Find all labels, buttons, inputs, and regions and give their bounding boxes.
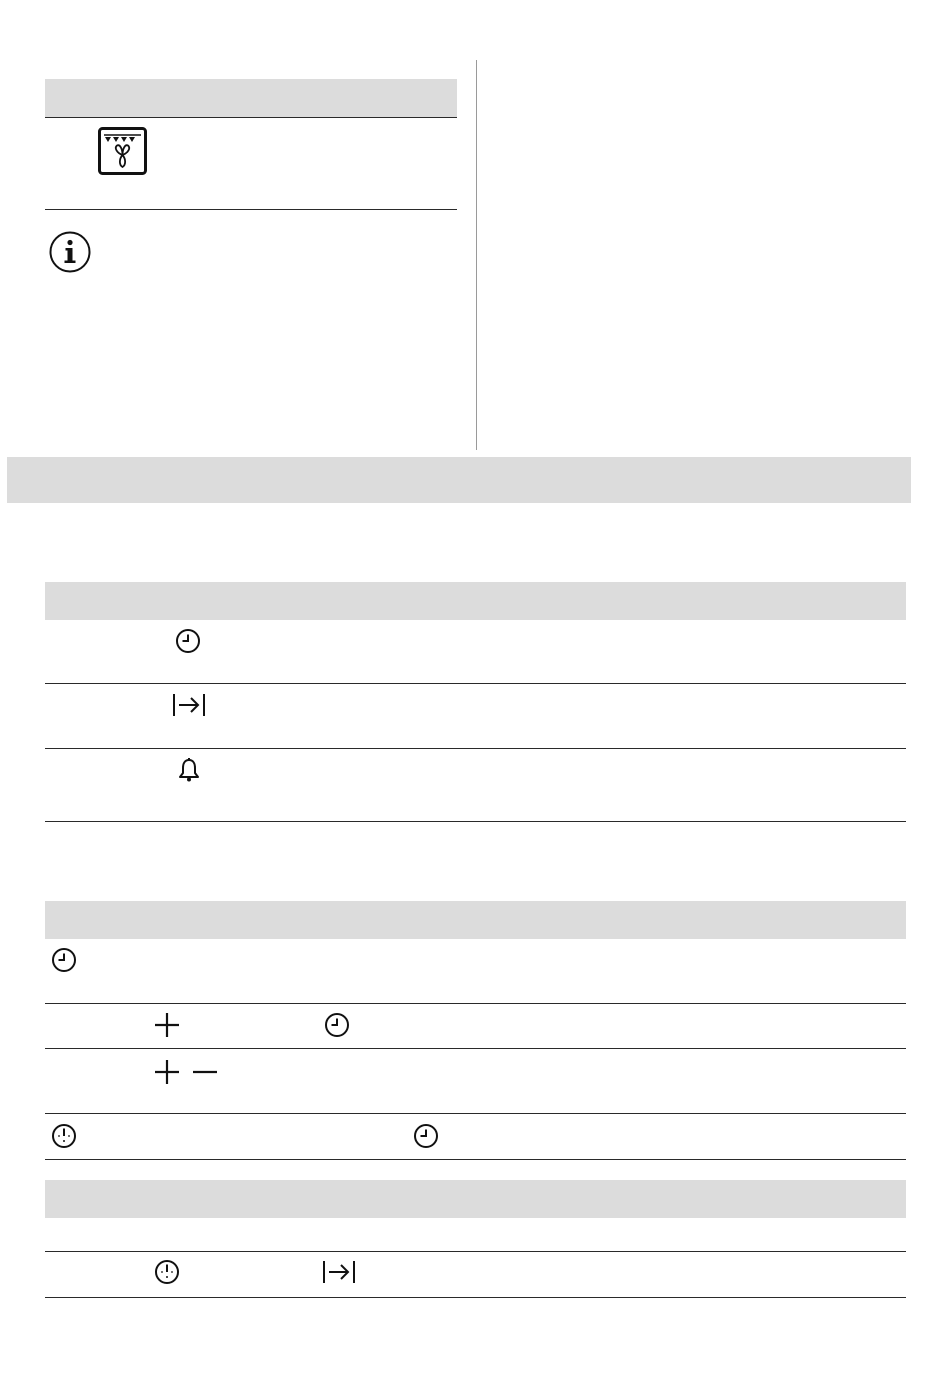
end-time-arrow-icon xyxy=(172,693,206,717)
end-time-arrow-icon xyxy=(322,1260,356,1284)
table-3-header xyxy=(45,1180,906,1218)
table-2-rule-3 xyxy=(45,1113,906,1114)
table-1-bottom-rule xyxy=(45,821,906,822)
clock-icon xyxy=(51,947,77,973)
info-icon xyxy=(49,231,91,273)
table-1-rule-1 xyxy=(45,683,906,684)
table-2-header xyxy=(45,901,906,939)
plus-icon xyxy=(153,1011,181,1039)
table-2-rule-2 xyxy=(45,1048,906,1049)
table-3-bottom-rule xyxy=(45,1297,906,1298)
plus-icon xyxy=(153,1058,181,1086)
clock-icon xyxy=(413,1123,439,1149)
table-1-header xyxy=(45,582,906,620)
top-left-table-header-rule xyxy=(45,117,457,118)
top-left-table-row-rule xyxy=(45,209,457,210)
table-3-rule-1 xyxy=(45,1251,906,1252)
table-1-rule-2 xyxy=(45,748,906,749)
bell-icon xyxy=(178,757,200,783)
section-title-band xyxy=(7,457,911,503)
clock-icon xyxy=(324,1012,350,1038)
column-divider xyxy=(476,60,477,450)
table-2-rule-1 xyxy=(45,1003,906,1004)
oven-fan-grill-icon xyxy=(98,127,148,175)
top-left-table-header xyxy=(45,79,457,117)
minus-icon xyxy=(191,1058,219,1086)
duration-dial-icon xyxy=(51,1123,77,1149)
duration-dial-icon xyxy=(154,1259,180,1285)
clock-icon xyxy=(175,628,201,654)
table-2-bottom-rule xyxy=(45,1159,906,1160)
